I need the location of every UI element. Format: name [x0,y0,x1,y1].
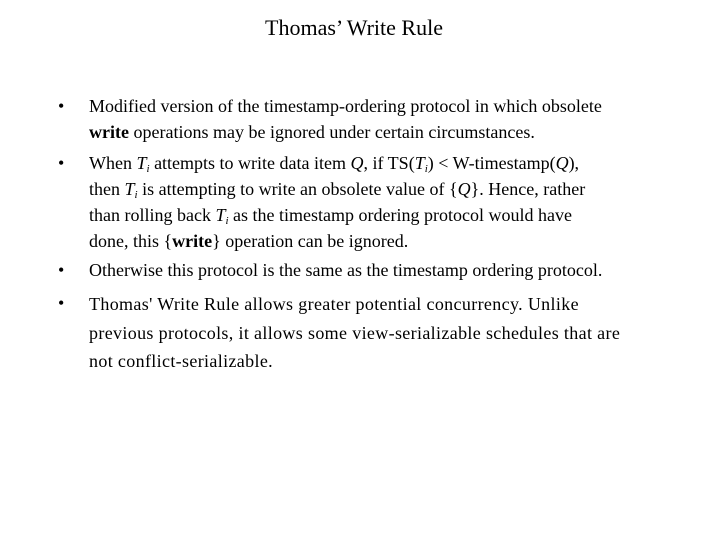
bullet-item-4 [58,290,698,376]
bullet-2-line-4: done, this {write} operation can be ignored. [89,231,409,251]
bullet-dot: • [58,293,65,313]
bullet-1-line-2 [89,119,698,145]
bullet-dot: • [58,96,65,116]
bullet-4-line-2: previous protocols, it allows some view-serializable schedules that are [89,322,621,343]
bold-write-keyword: write [89,122,129,142]
bullet-2-line-3: than rolling back $T_i$ as the timestamp ordering protocol would have [89,205,572,227]
slide-title: Thomas’ Write Rule [265,15,443,40]
bullet-2-line-1: When $T_i$ attempts to write data item Q, if $TS(T_i)$ < W-timestamp(Q), [89,153,580,175]
bullet-item-2 [58,150,698,254]
bullet-4-line-1: Thomas' Write Rule allows greater potential concurrency. Unlike [89,294,579,314]
bullet-1-line-2-text: operations may be ignored under certain circumstances. [128,122,535,142]
bullet-dot: • [58,153,65,173]
bullet-2-line-2: then $T_i$ is attempting to write an obsolete value of {Q}. Hence, rather [89,179,586,201]
bullet-1-line-1: Modified version of the timestamp-ordering protocol in which obsolete [89,96,602,116]
bullet-4-line-3: not conflict-serializable. [89,351,274,371]
bullet-item-3 [58,257,698,283]
bold-write-keyword: write [172,231,213,251]
bullet-dot: • [58,260,65,280]
bullet-3-line-1: Otherwise this protocol is the same as the timestamp ordering protocol. [89,260,603,280]
bullet-item-1 [58,93,698,145]
